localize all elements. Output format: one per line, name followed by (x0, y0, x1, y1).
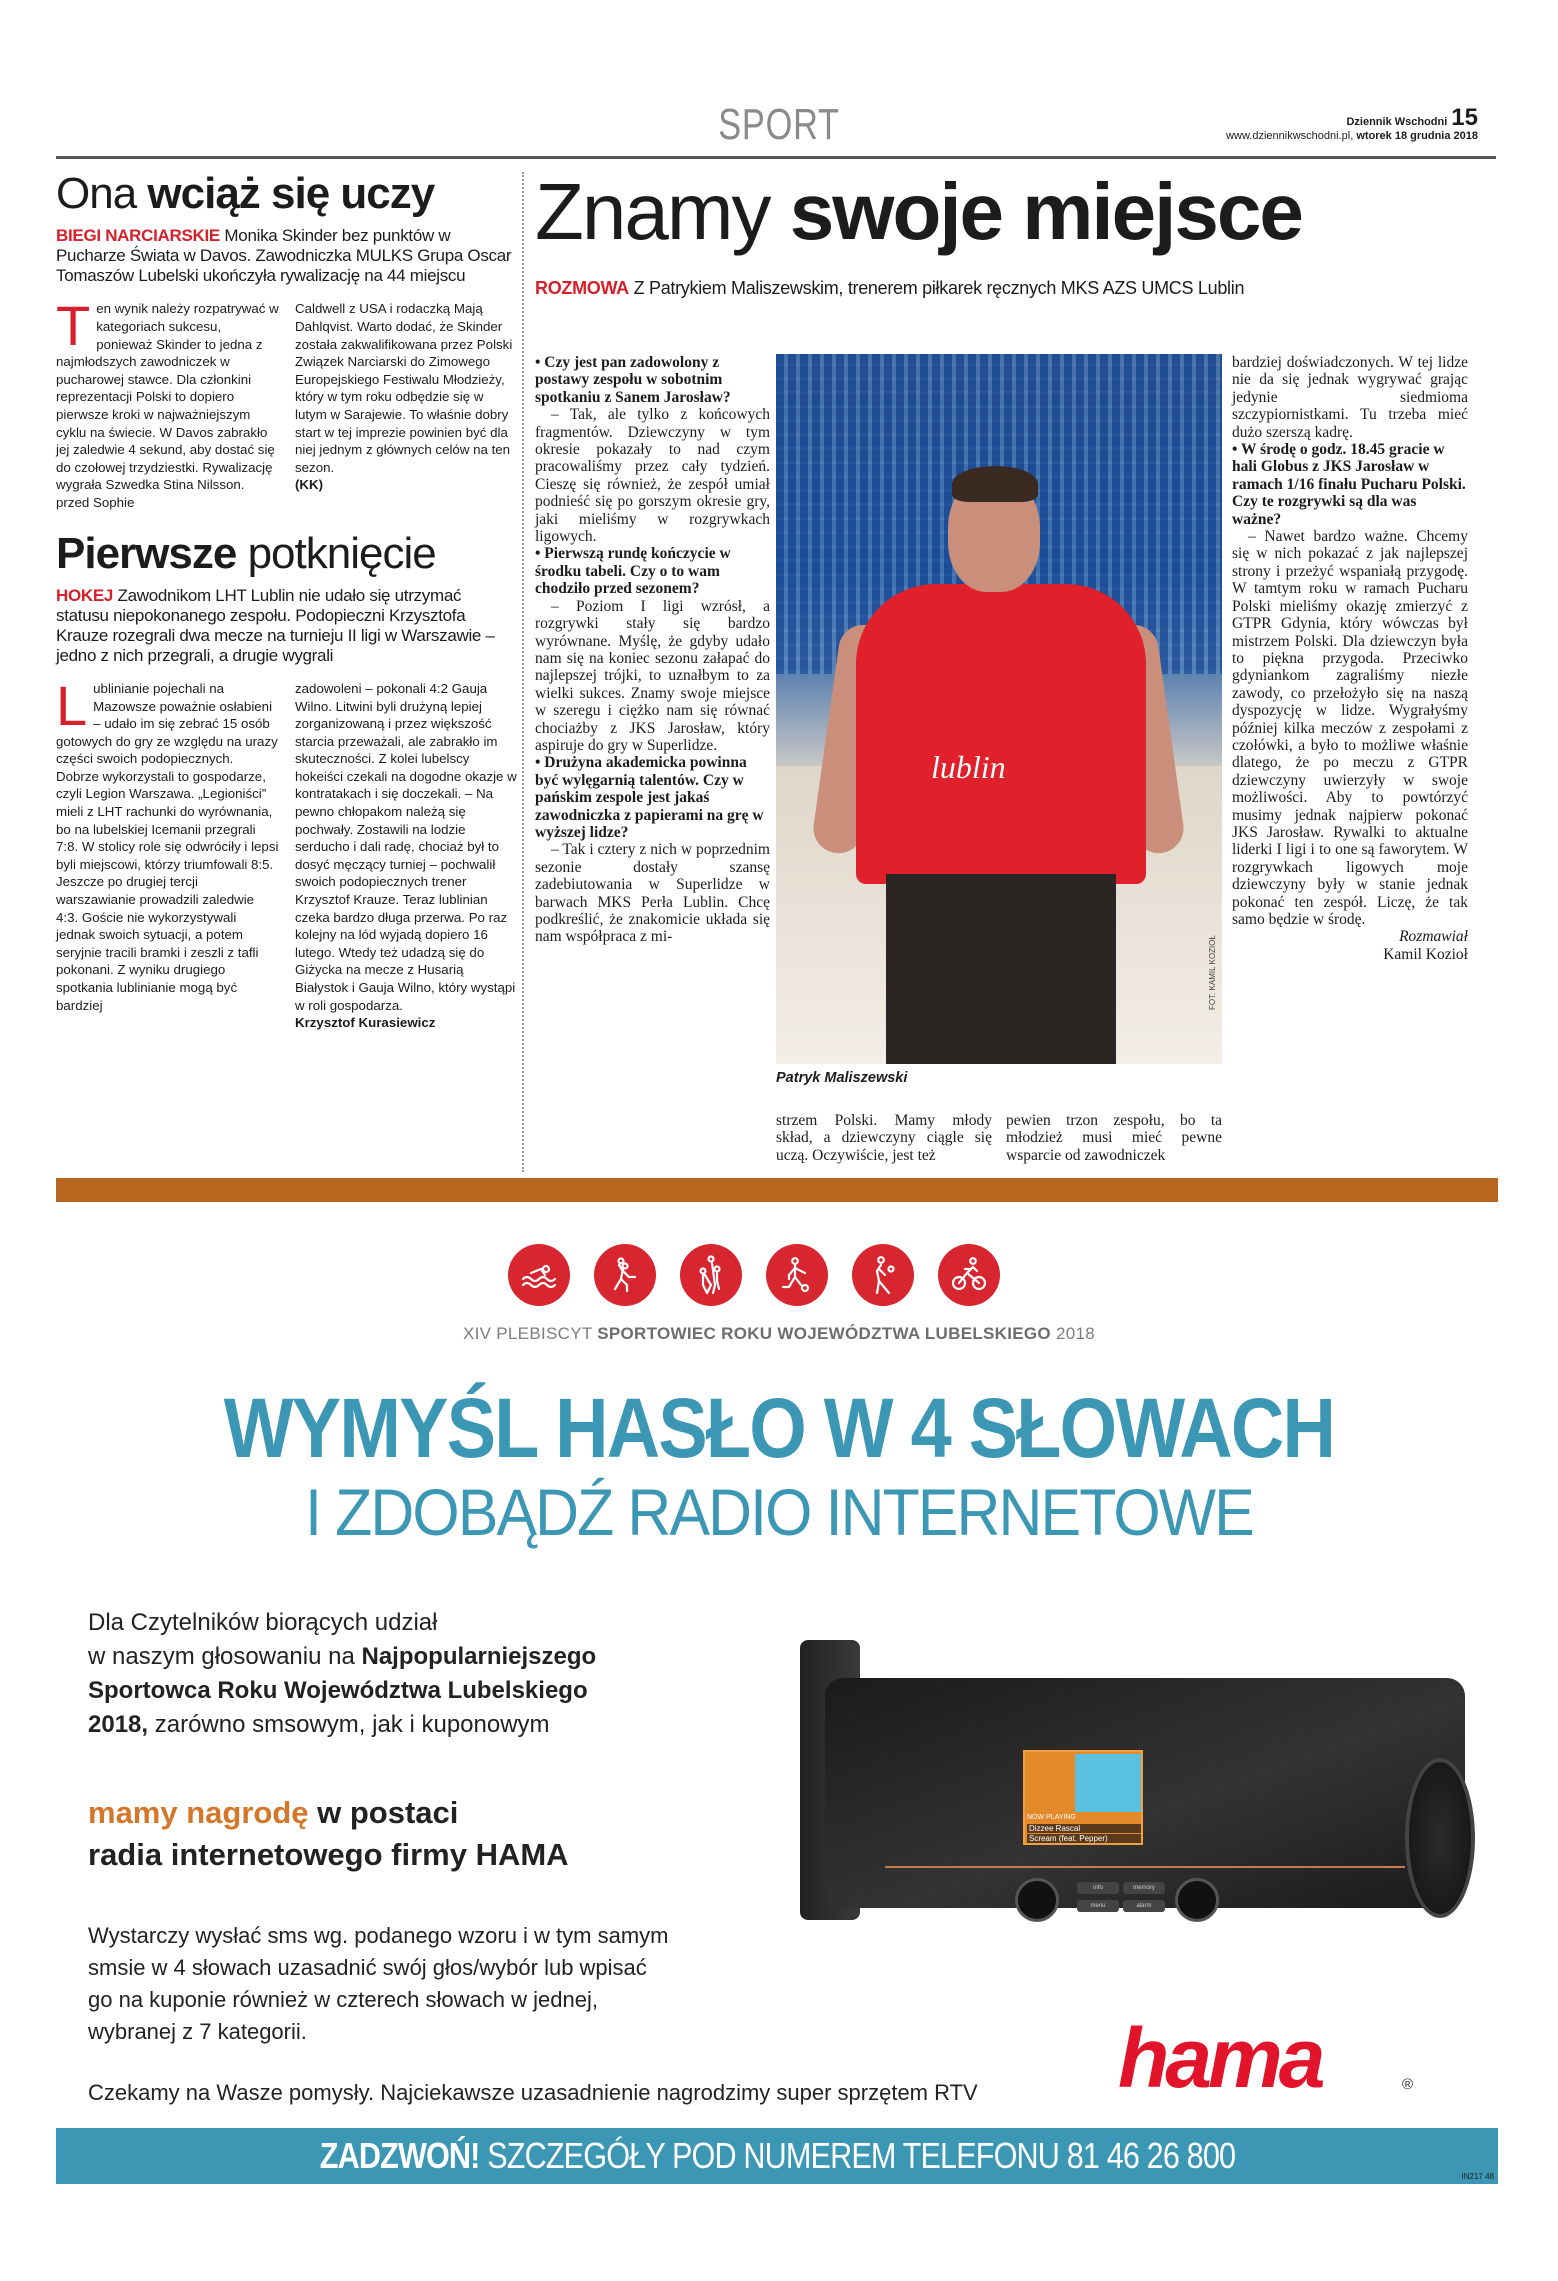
call-bold: ZADZWOŃ! (319, 2135, 480, 2176)
site-url[interactable]: www.dziennikwschodni.pl (1226, 130, 1351, 142)
sport-icons (508, 1244, 1000, 1306)
dropcap: L (56, 673, 88, 737)
shirt-logo: lublin (931, 749, 1006, 785)
answer: – Tak i cztery z nich w poprzednim sezonie dostały szansę zadebiutowania w Superlidze w barwach MKS Perła Lublin. Chcę podkreślić, że znakomicie układa się nam współpraca z mi- (535, 841, 770, 946)
radio-button: menu (1077, 1900, 1119, 1912)
call-to-action-bar (56, 2128, 1498, 2184)
red-shirt (856, 584, 1146, 884)
article-skiing (56, 170, 518, 512)
ad-sms-instructions: Wystarczy wysłać sms wg. podanego wzoru i w tym samym smsie w 4 słowach uzasadnić swój głos/wybór lub wpisać go na kuponie również w czterech słowach w jednej, wybranej z 7 kategorii. (88, 1923, 669, 2044)
hockey-headline: Pierwsze potknięcie (56, 528, 436, 578)
ad-footer-text: Czekamy na Wasze pomysły. Najciekawsze uzasadnienie nagrodzimy super sprzętem RTV (88, 2080, 978, 2105)
coach-photo (776, 354, 1222, 1064)
answer: – Tak, ale tylko z końcowych fragmentów. Dziewczyny w tym okresie pokazały to nad czym pracowaliśmy przez cały tydzień. Cieszę się również, że zespół umiał podnieść się po gorszym okresie gry, jaki mieliśmy w rozgrywkach ligowych. (535, 406, 770, 546)
question: • Drużyna akademicka powinna być wylęgarnią talentów. Czy w pańskim zespole jest jakaś zawodniczka z papierami na grę w wyższej lidze? (535, 754, 764, 841)
skiing-body: Ten wynik należy rozpatrywać w kategoriach sukcesu, ponieważ Skinder to jedna z najmłodszych zawodniczek w pucharowej stawce. Dla członkini reprezentacji Polski to dopiero pierwsze kroki w najważniejszym cyklu na świecie. W Davos zabrakło jej zaledwie 4 sekund, aby dostać się do czołowej trzydziestki. Rywalizację wygrała Szwedka Stina Nilsson. przed Sophie Caldwell z USA i rodaczką Mają Dahlqvist. Warto dodać, że Skinder została zakwalifikowana przez Polski Związek Narciarski do Zimowego Europejskiego Festiwalu Młodzieży, który w tym roku odbędzie się w lutym w Sarajewie. To właśnie dobry start w tej imprezie powinien być dla niej jednym z głównych celów na ten sezon. (KK) (56, 294, 513, 510)
volume-knob (1015, 1878, 1059, 1922)
skiing-lead: BIEGI NARCIARSKIE Monika Skinder bez punktów w Pucharze Świata w Davos. Zawodniczka MULKS Grupa Oscar Tomaszów Lubelski ukończyła rywalizację na 44 miejscu (56, 226, 512, 286)
ad-headline-2: I ZDOBĄDŹ RADIO INTERNETOWE (305, 1475, 1253, 1549)
hockey-lead: HOKEJ Zawodnikom LHT Lublin nie udało się utrzymać statusu niepokonanego zespołu. Podopieczni Krzysztofa Krauze rozegrali dwa mecze na turnieju II ligi w Warszawie – jedno z nich przegrali, a drugie wygrali (56, 585, 495, 665)
answer: bardziej doświadczonych. W tej lidze nie da się jednak wygrywać grając jedynie siedmioma szczypiornistkami. Tu trzeba mieć dużo szerszą kadrę. (1232, 354, 1468, 441)
internet-radio-image (800, 1640, 1480, 1950)
photo-caption: Patryk Maliszewski (776, 1070, 908, 1086)
speaker (1405, 1758, 1475, 1918)
volleyball-icon (680, 1244, 742, 1306)
issue-date: wtorek 18 grudnia 2018 (1356, 130, 1478, 142)
byline: (KK) (295, 477, 324, 493)
handball-icon (594, 1244, 656, 1306)
interview-lead: ROZMOWA Z Patrykiem Maliszewskim, trenerem piłkarek ręcznych MKS AZS UMCS Lublin (535, 278, 1245, 298)
registered-mark: ® (1402, 2076, 1414, 2093)
dropcap: T (56, 294, 91, 358)
question: • Pierwszą rundę kończycie w środku tabeli. Czy o to wam chodziło przed sezonem? (535, 545, 731, 598)
interview-bottom-columns: strzem Polski. Mamy młody skład, a dziewczyny ciągle się uczą. Oczywiście, jest też pewien trzon zespołu, bo ta młodzież musi mieć pewne wsparcie od zawodniczek (776, 1112, 1222, 1164)
cycling-icon (938, 1244, 1000, 1306)
answer: – Nawet bardzo ważne. Chcemy się w nich pokazać z jak najlepszej strony i przeżyć wspaniałą przygodę. W tamtym roku w ramach Pucharu Polski mieliśmy okazję zmierzyć z GTPR Gdynia, który wówczas był mistrzem Polski. Dla dziewczyn była to piękna przygoda. Przeciwko gdyniankom zagraliśmy niezłe zawody, co przełożyło się na naszą dyspozycję w lidze. Wygrałyśmy później kilka meczów z zespołami z czołówki, a było to możliwe właśnie dlatego, że po meczu z GTPR dziewczyny uwierzyły w swoje możliwości. Aby to powtórzyć musimy jednak najpierw pokonać JKS Jarosław. Rywalki to aktualne liderki I ligi i to one są faworytem. W rozgrywkach ligowych moje dziewczyny były w stanie jednak pokonać ten zespół. Liczę, że tak samo będzie w środę. (1232, 528, 1468, 928)
juggling-icon (852, 1244, 914, 1306)
answer: – Poziom I ligi wzrósł, a rozgrywki stały się bardzo wyrównane. Myślę, że gdyby udało nam się na koniec sezonu załapać do najlepszej trójki, to uznałbym to za wielki sukces. Znamy swoje miejsce w szeregu i ciężko nam się równać chociażby z JKS Jarosław, który aspiruje do gry w Superlidze. (535, 597, 770, 754)
hockey-kicker: HOKEJ (56, 585, 114, 605)
hama-logo: hama (1118, 2011, 1322, 2105)
interview-kicker: ROZMOWA (535, 278, 629, 298)
photo-credit: FOT. KAMIL KOZIOŁ (1208, 935, 1217, 1010)
phone-text: SZCZEGÓŁY POD NUMEREM TELEFONU 81 46 26 800 (486, 2135, 1235, 2176)
ad-headline-1: WYMYŚL HASŁO W 4 SŁOWACH (223, 1381, 1335, 1475)
skiing-headline: Ona wciąż się uczy (56, 169, 435, 218)
plebiscyt-title: XIV PLEBISCYT SPORTOWIEC ROKU WOJEWÓDZTWA LUBELSKIEGO 2018 (462, 1324, 1096, 1343)
page-number: 15 (1451, 104, 1478, 131)
question: • W środę o godz. 18.45 gracie w hali Globus z JKS Jarosław w ramach 1/16 finału Pucharu Polski. Czy te rozgrywki są dla was ważne? (1232, 441, 1466, 528)
hockey-body: Lublinianie pojechali na Mazowsze poważnie osłabieni – udało im się zebrać 15 osób gotowych do gry ze względu na urazy części swoich podopiecznych. Dobrze wykorzystali to gospodarze, czyli Legion Warszawa. „Legioniści” mieli z LHT rachunki do wyrównania, bo na lubelskiej Icemanii przegrali 7:8. W stolicy role się odwróciły i lepsi byli miejscowi, którzy triumfowali 8:5. Jeszcze po drugiej tercji warszawianie prowadzili zaledwie 4:3. Goście nie wykorzystywali jednak swoich sytuacji, a potem seryjnie tracili bramki i zeszli z tafli pokonani. Z wyniku drugiego spotkania lublinianie mogą być bardziej zadowoleni – pokonali 4:2 Gauja Wilno. Litwini byli drużyną lepiej zorganizowaną i przez większość starcia przeważali, ale zabrakło im skuteczności. Z kolei lubelscy hokeiści czekali na dogodne okazje w kontratakach i się doczekali. – Na pewno chłopakom należą się pochwały. Zostawili na lodzie serducho i dali radę, chociaż był to dosyć męczący turniej – pochwalił swoich podopiecznych trener Krzysztof Krauze. Teraz lublinian czeka bardzo długa przerwa. Po raz kolejny na lód wyjadą dopiero 16 lutego. Wtedy też udadzą się do Giżycka na mecze z Husarią Białystok i Gauja Wilno, który wystąpi w roli gospodarza. Krzysztof Kurasiewicz (56, 673, 517, 1031)
ad-prize: mamy nagrodę w postaci radia internetowego firmy HAMA (88, 1795, 569, 1872)
column-separator (522, 172, 524, 1172)
interview-header (535, 167, 1497, 299)
radio-button: memory (1123, 1882, 1165, 1894)
masthead-info: Dziennik Wschodni 15 www.dziennikwschodni.pl, wtorek 18 grudnia 2018 (1226, 104, 1478, 142)
section-divider-bar (56, 1178, 1498, 1202)
left-column (56, 170, 518, 1032)
article-hockey (56, 530, 518, 1032)
football-icon (766, 1244, 828, 1306)
swimming-icon (508, 1244, 570, 1306)
top-rule (56, 156, 1496, 159)
skiing-kicker: BIEGI NARCIARSKIE (56, 226, 220, 246)
radio-button: alarm (1123, 1900, 1165, 1912)
byline: Krzysztof Kurasiewicz (295, 1015, 436, 1031)
enter-knob (1175, 1878, 1219, 1922)
radio-button: info (1077, 1882, 1119, 1894)
interview-column-1 (535, 354, 770, 946)
ad-intro: Dla Czytelników biorących udział w naszym głosowaniu na Najpopularniejszego Sportowca Roku Województwa Lubelskiego 2018, zarówno smsowym, jak i kuponowym (88, 1609, 597, 1738)
radio-screen: NOW PLAYING Dizzee Rascal Scream (feat. Pepper) (1023, 1750, 1143, 1845)
question: • Czy jest pan zadowolony z postawy zespołu w sobotnim spotkaniu z Sanem Jarosław? (535, 354, 731, 406)
interview-headline: Znamy swoje miejsce (535, 167, 1302, 256)
paper-name: Dziennik Wschodni (1346, 116, 1448, 128)
radio-body (825, 1678, 1465, 1908)
ad-code: IN217 48 (1461, 2172, 1494, 2181)
signature: Rozmawiał Kamil Kozioł (1383, 928, 1468, 963)
interview-column-4 (1232, 354, 1468, 963)
section-title: SPORT (718, 100, 840, 149)
